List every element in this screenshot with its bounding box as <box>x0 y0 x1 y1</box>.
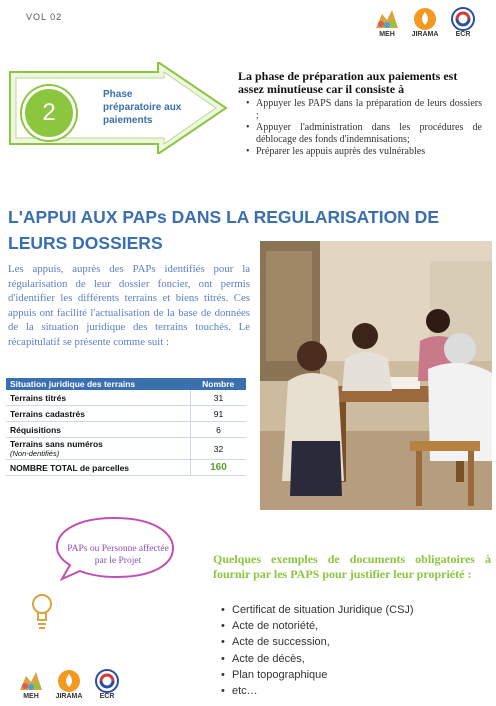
table-cell-value: 31 <box>190 390 246 406</box>
examples-item: • Certificat de situation Juridique (CSJ) <box>221 602 481 618</box>
examples-item: • Acte de succession, <box>221 634 481 650</box>
meeting-photo <box>260 241 492 510</box>
table-row <box>6 390 246 406</box>
table-header: Situation juridique des terrains <box>6 378 190 390</box>
table-header-row <box>6 378 246 390</box>
table-total-row <box>6 460 246 476</box>
ecr-logo: ECR <box>92 668 122 698</box>
table-cell-value: 6 <box>190 422 246 438</box>
table-cell-label <box>6 438 190 460</box>
land-status-table <box>6 378 246 476</box>
intro-title: La phase de préparation aux paiements est assez minutieuse car il consiste à <box>238 69 458 96</box>
examples-item: • Acte de décès, <box>221 651 481 667</box>
phase-label: Phase préparatoire aux paiements <box>103 89 182 126</box>
table-total-value: 160 <box>190 460 246 476</box>
table-cell-value: 32 <box>190 438 246 460</box>
table-cell-label: Terrains titrés <box>6 390 190 406</box>
intro-item: • Appuyer l'administration dans les procédures de déblocage des fonds d'indemnisations; <box>244 122 482 146</box>
table-row <box>6 422 246 438</box>
section-heading: L'APPUI AUX PAPs DANS LA REGULARISATION DE LEURS DOSSIERS <box>8 207 439 253</box>
examples-title: Quelques exemples de documents obligatoires à fournir par les PAPS pour justifier leur propriété : <box>213 552 491 581</box>
section-body: Les appuis, auprès des PAPs identifiés pour la régularisation de leur dossier foncier, ont permis d'identifier les différents terrains et biens titrés. Ces appuis ont facilité l'actualisation de la base de données de la situation juridique des terrains touchés. Le récapitulatif se présente comme suit : <box>8 263 250 348</box>
jirama-logo: JIRAMA <box>410 6 440 36</box>
meh-logo: MEH <box>16 668 46 698</box>
lightbulb-icon <box>30 592 54 636</box>
examples-list <box>221 602 481 699</box>
speech-bubble-text: PAPs ou Personne affectée par le Projet <box>67 544 169 566</box>
table-cell-value: 91 <box>190 406 246 422</box>
table-cell-label: Terrains cadastrés <box>6 406 190 422</box>
header-logos <box>372 6 478 36</box>
examples-item: • Acte de notoriété, <box>221 618 481 634</box>
table-total-label: NOMBRE TOTAL de parcelles <box>6 460 190 476</box>
meh-logo: MEH <box>372 6 402 36</box>
table-cell-label-sub: (Non-dentifiés) <box>10 449 60 458</box>
intro-item: • Appuyer les PAPS dans la préparation de leurs dossiers ; <box>244 98 482 122</box>
examples-item: • Plan topographique <box>221 667 481 683</box>
phase-number-badge: 2 <box>22 86 76 140</box>
table-cell-label: Réquisitions <box>6 422 190 438</box>
table-cell-label-main: Terrains sans numéros <box>10 439 103 449</box>
ecr-logo: ECR <box>448 6 478 36</box>
intro-list <box>244 98 482 158</box>
footer-logos <box>16 668 122 698</box>
table-header: Nombre <box>190 378 246 390</box>
table-row <box>6 438 246 460</box>
volume-label: VOL 02 <box>26 12 63 22</box>
examples-item: • etc… <box>221 683 481 699</box>
table-row <box>6 406 246 422</box>
jirama-logo: JIRAMA <box>54 668 84 698</box>
intro-item: • Préparer les appuis auprès des vulnérables <box>244 146 482 158</box>
